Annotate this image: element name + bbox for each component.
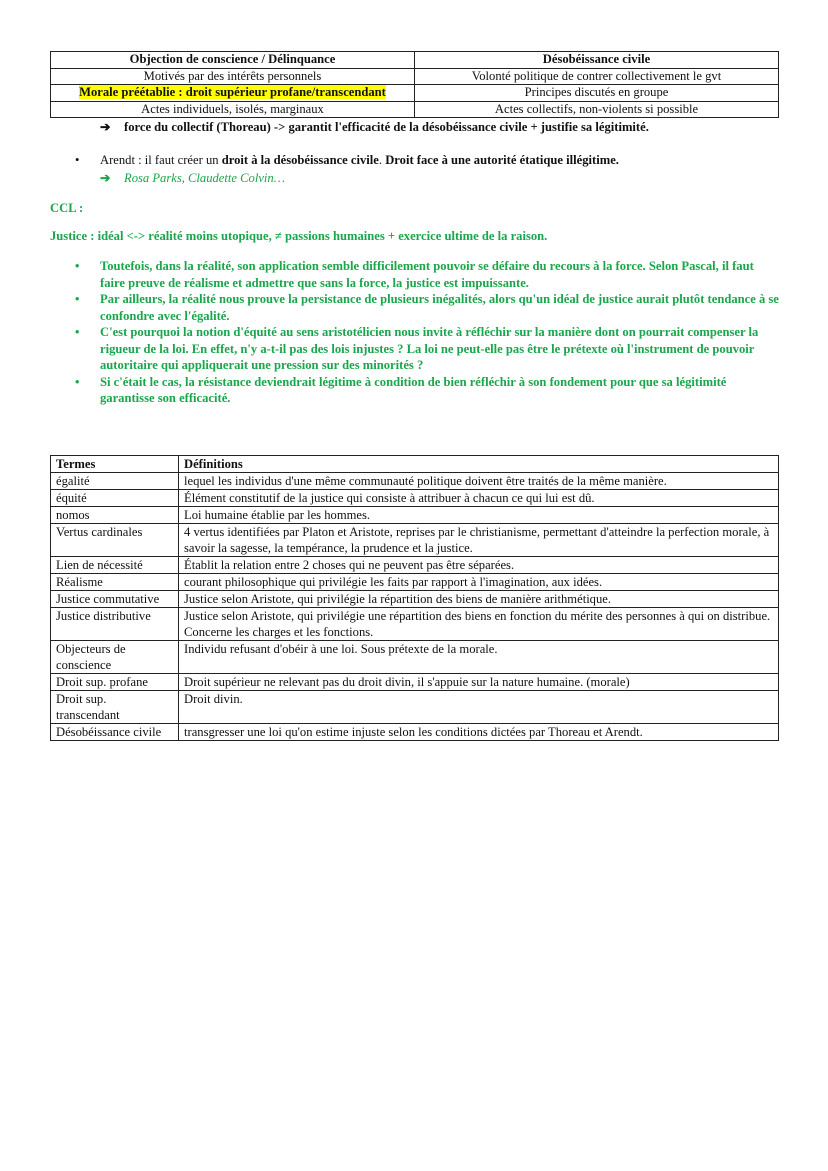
table-row bbox=[51, 473, 779, 490]
list-item bbox=[50, 291, 780, 324]
term-cell: Objecteurs de conscience bbox=[51, 641, 179, 674]
table-row bbox=[51, 68, 779, 85]
table-row bbox=[51, 524, 779, 557]
definition-cell: 4 vertus identifiées par Platon et Aristote, reprises par le christianisme, permettant d'atteindre la perfection morale, à savoir la sagesse, la tempérance, la prudence et la justice. bbox=[179, 524, 779, 557]
list-item bbox=[50, 374, 780, 407]
arrow-icon: ➔ bbox=[100, 120, 111, 134]
comparison-table bbox=[50, 51, 779, 118]
table-row bbox=[51, 724, 779, 741]
term-cell: égalité bbox=[51, 473, 179, 490]
table-cell: Actes individuels, isolés, marginaux bbox=[51, 101, 415, 118]
bold-text: Droit face à une autorité étatique illégitime. bbox=[385, 153, 619, 167]
header-cell: Objection de conscience / Délinquance bbox=[51, 52, 415, 69]
definition-cell: Justice selon Aristote, qui privilégie une répartition des biens en fonction du mérite des personnes à qui on distribue. Concerne les charges et les fonctions. bbox=[179, 608, 779, 641]
header-cell: Désobéissance civile bbox=[415, 52, 779, 69]
term-cell: Justice distributive bbox=[51, 608, 179, 641]
bullet-icon: • bbox=[75, 292, 80, 306]
bullet-icon: • bbox=[75, 325, 80, 339]
highlighted-text: Morale préétablie : droit supérieur profane/transcendant bbox=[79, 85, 386, 99]
term-cell: Vertus cardinales bbox=[51, 524, 179, 557]
example-line bbox=[100, 170, 285, 187]
arrow-icon: ➔ bbox=[100, 171, 111, 185]
conclusion-title: CCL : bbox=[50, 201, 84, 215]
definition-cell: Individu refusant d'obéir à une loi. Sous prétexte de la morale. bbox=[179, 641, 779, 674]
term-cell: nomos bbox=[51, 507, 179, 524]
text: Arendt : il faut créer un bbox=[100, 153, 222, 167]
definition-cell: Élément constitutif de la justice qui consiste à attribuer à chacun ce qui lui est dû. bbox=[179, 490, 779, 507]
table-row bbox=[51, 608, 779, 641]
definition-cell: transgresser une loi qu'on estime injuste selon les conditions dictées par Thoreau et Arendt. bbox=[179, 724, 779, 741]
glossary-table bbox=[50, 455, 779, 741]
definition-cell: Justice selon Aristote, qui privilégie la répartition des biens de manière arithmétique. bbox=[179, 591, 779, 608]
table-row bbox=[51, 674, 779, 691]
table-row bbox=[51, 490, 779, 507]
bold-text: droit à la désobéissance civile bbox=[221, 153, 379, 167]
term-cell: Lien de nécessité bbox=[51, 557, 179, 574]
text: . bbox=[378, 153, 386, 167]
list-item bbox=[50, 258, 780, 291]
list-item bbox=[50, 324, 780, 374]
definition-cell: Droit divin. bbox=[179, 691, 779, 724]
table-cell: Motivés par des intérêts personnels bbox=[51, 68, 415, 85]
table-row bbox=[51, 101, 779, 118]
table-row bbox=[51, 574, 779, 591]
term-cell: Désobéissance civile bbox=[51, 724, 179, 741]
table-row bbox=[51, 85, 779, 102]
table-header-row bbox=[51, 52, 779, 69]
arrow-note-text: force du collectif (Thoreau) -> garantit l'efficacité de la désobéissance civile + justifie sa légitimité. bbox=[124, 120, 649, 134]
point-text: Par ailleurs, la réalité nous prouve la persistance de plusieurs inégalités, alors qu'un idéal de justice aurait plutôt tendance à se confondre avec l'égalité. bbox=[100, 292, 779, 323]
definition-cell: lequel les individus d'une même communauté politique doivent être traités de la même manière. bbox=[179, 473, 779, 490]
table-cell bbox=[51, 85, 415, 102]
term-cell: Réalisme bbox=[51, 574, 179, 591]
arendt-bullet bbox=[75, 152, 619, 169]
term-cell: Droit sup. transcendant bbox=[51, 691, 179, 724]
table-row bbox=[51, 557, 779, 574]
table-cell: Actes collectifs, non-violents si possible bbox=[415, 101, 779, 118]
example-text: Rosa Parks, Claudette Colvin… bbox=[124, 171, 285, 185]
bullet-icon: • bbox=[75, 374, 80, 389]
definition-cell: Loi humaine établie par les hommes. bbox=[179, 507, 779, 524]
definition-cell: courant philosophique qui privilégie les faits par rapport à l'imagination, aux idées. bbox=[179, 574, 779, 591]
table-cell: Volonté politique de contrer collectivement le gvt bbox=[415, 68, 779, 85]
term-cell: Droit sup. profane bbox=[51, 674, 179, 691]
table-header-row bbox=[51, 456, 779, 473]
conclusion-summary: Justice : idéal <-> réalité moins utopique, ≠ passions humaines + exercice ultime de la raison. bbox=[50, 229, 548, 243]
point-text: Toutefois, dans la réalité, son application semble difficilement pouvoir se défaire du recours à la force. Selon Pascal, il faut faire preuve de réalisme et admettre que sans la force, la justice est impuissante. bbox=[100, 259, 754, 290]
table-cell: Principes discutés en groupe bbox=[415, 85, 779, 102]
table-row bbox=[51, 507, 779, 524]
definition-cell: Droit supérieur ne relevant pas du droit divin, il s'appuie sur la nature humaine. (morale) bbox=[179, 674, 779, 691]
point-text: Si c'était le cas, la résistance deviendrait légitime à condition de bien réfléchir à son fondement pour que sa légitimité garantisse son efficacité. bbox=[100, 374, 727, 405]
header-cell: Définitions bbox=[179, 456, 779, 473]
term-cell: Justice commutative bbox=[51, 591, 179, 608]
definition-cell: Établit la relation entre 2 choses qui ne peuvent pas être séparées. bbox=[179, 557, 779, 574]
table-row bbox=[51, 591, 779, 608]
header-cell: Termes bbox=[51, 456, 179, 473]
table-row bbox=[51, 691, 779, 724]
term-cell: équité bbox=[51, 490, 179, 507]
bullet-icon: • bbox=[75, 259, 80, 273]
point-text: C'est pourquoi la notion d'équité au sens aristotélicien nous invite à réfléchir sur la manière dont on pourrait compenser la rigueur de la loi. En effet, n'y a-t-il pas des lois injustes ? La loi ne peut-elle pas être le prétexte où l'instrument de pouvoir autoritaire qui appliquerait une pression sur des minorités ? bbox=[100, 325, 759, 372]
table-row bbox=[51, 641, 779, 674]
bullet-icon: • bbox=[75, 153, 80, 167]
conclusion-points bbox=[50, 258, 780, 407]
arrow-note bbox=[100, 119, 649, 136]
